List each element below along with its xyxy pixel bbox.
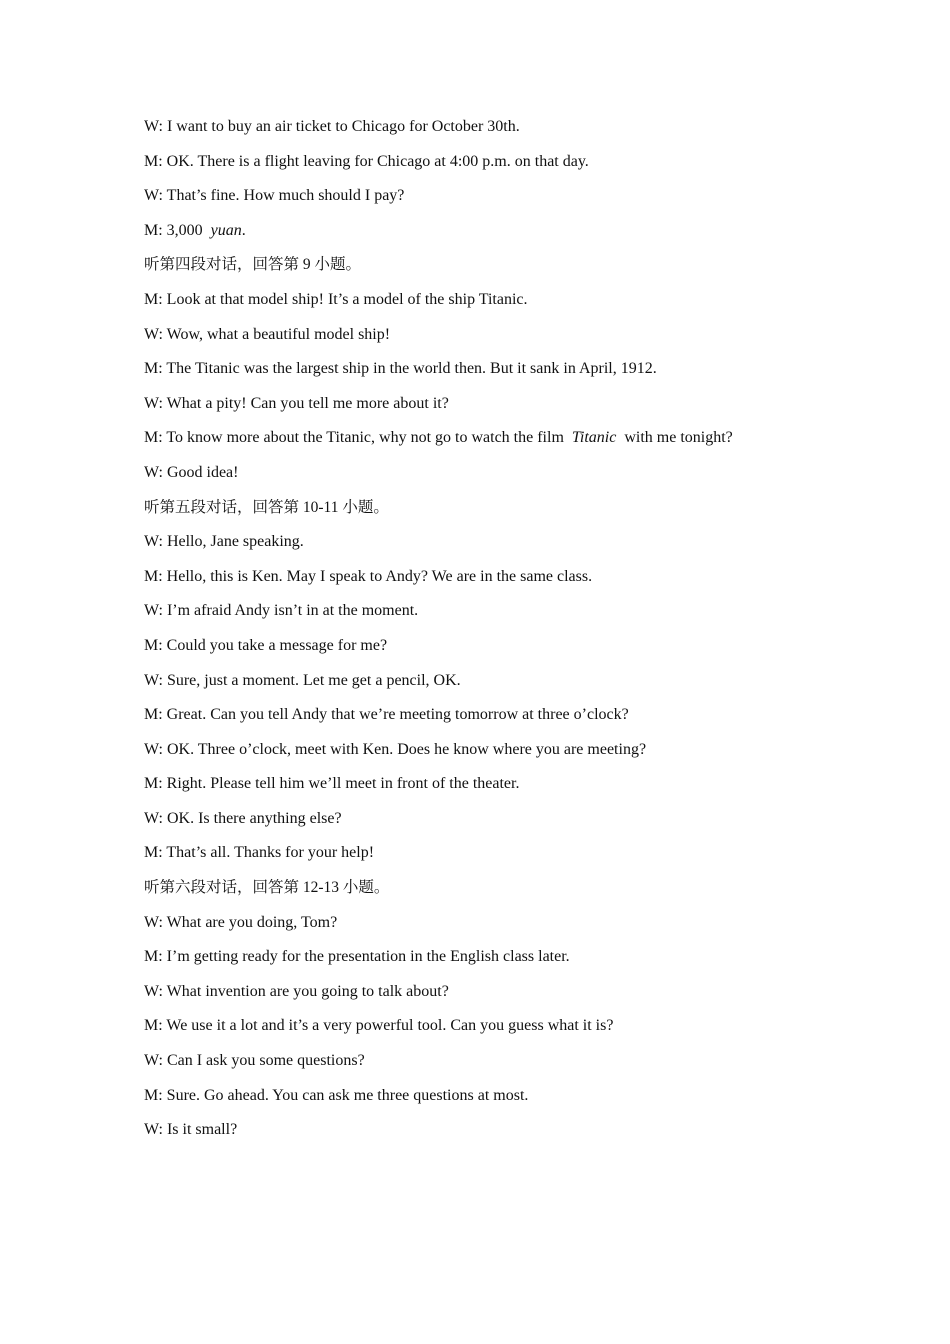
italic-word: Titanic (571, 429, 617, 447)
transcript-line: W: Hello, Jane speaking. (144, 533, 304, 551)
transcript-line: M: Great. Can you tell Andy that we’re meeting tomorrow at three o’clock? (144, 706, 629, 724)
transcript-line: W: Can I ask you some questions? (144, 1052, 365, 1070)
transcript (144, 116, 844, 1154)
transcript-line: M: Sure. Go ahead. You can ask me three questions at most. (144, 1086, 529, 1104)
transcript-line: W: What a pity! Can you tell me more about it? (144, 394, 449, 412)
transcript-line: M: The Titanic was the largest ship in the world then. But it sank in April, 1912. (144, 360, 657, 378)
transcript-line: W: Sure, just a moment. Let me get a pencil, OK. (144, 671, 461, 689)
section-heading: 听第四段对话，回答第 9 小题。 (144, 256, 362, 274)
transcript-line: W: OK. Three o’clock, meet with Ken. Does he know where you are meeting? (144, 740, 647, 758)
transcript-line: W: I want to buy an air ticket to Chicago for October 30th. (144, 118, 520, 135)
section-heading: 听第五段对话，回答第 10-11 小题。 (144, 498, 389, 516)
transcript-line: M: That’s all. Thanks for your help! (144, 844, 375, 862)
transcript-line: M: Look at that model ship! It’s a model of the ship Titanic. (144, 290, 528, 308)
transcript-line: M: We use it a lot and it’s a very powerful tool. Can you guess what it is? (144, 1017, 614, 1035)
transcript-line: W: What are you doing, Tom? (144, 913, 338, 931)
transcript-line: W: Good idea! (144, 463, 239, 481)
line-text: M: 3,000 (144, 221, 211, 239)
transcript-line: M: I’m getting ready for the presentation in the English class later. (144, 948, 570, 966)
transcript-line: W: Wow, what a beautiful model ship! (144, 325, 391, 343)
transcript-line: W: Is it small? (144, 1121, 238, 1139)
transcript-line: W: I’m afraid Andy isn’t in at the moment. (144, 602, 419, 620)
line-text: . (241, 221, 246, 239)
transcript-line: W: OK. Is there anything else? (144, 809, 342, 827)
italic-word: yuan (210, 221, 242, 239)
transcript-line: W: What invention are you going to talk about? (144, 982, 449, 1000)
transcript-line: M: Hello, this is Ken. May I speak to Andy? We are in the same class. (144, 567, 593, 585)
transcript-line (144, 427, 844, 462)
transcript-line: M: OK. There is a flight leaving for Chicago at 4:00 p.m. on that day. (144, 152, 589, 170)
line-text: M: To know more about the Titanic, why not go to watch the film (144, 429, 572, 447)
transcript-line: W: That’s fine. How much should I pay? (144, 187, 405, 205)
line-text: with me tonight? (616, 429, 733, 447)
section-heading: 听第六段对话，回答第 12-13 小题。 (144, 879, 390, 897)
transcript-line: M: Could you take a message for me? (144, 636, 388, 654)
transcript-line (144, 220, 844, 255)
transcript-line: M: Right. Please tell him we’ll meet in front of the theater. (144, 775, 520, 793)
